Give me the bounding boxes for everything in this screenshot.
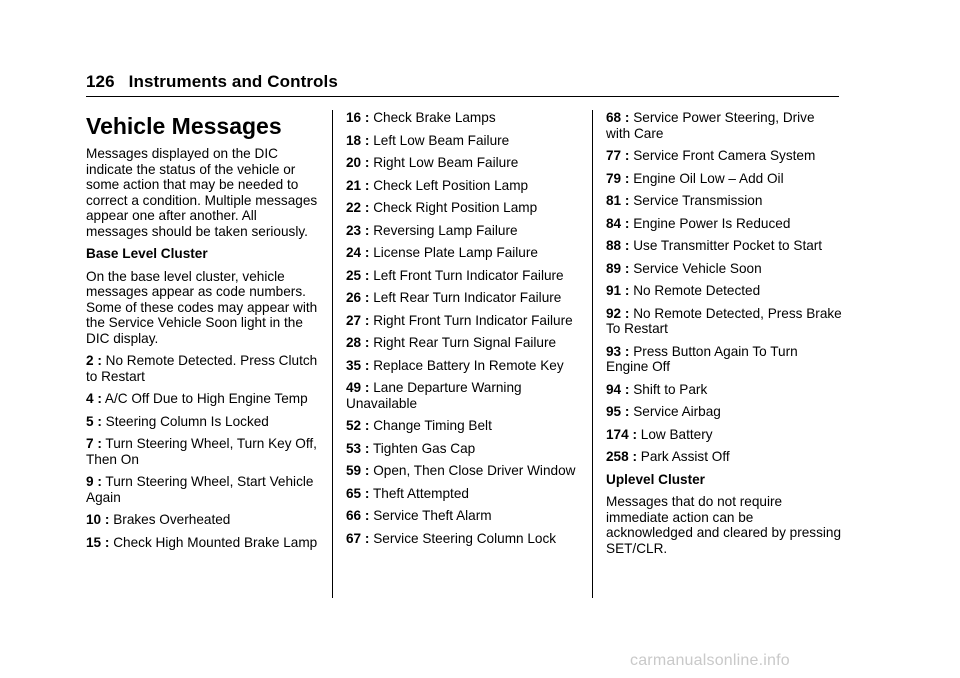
message-item [86,512,322,528]
message-code: 23 : [346,222,370,238]
message-item [346,178,582,194]
message-code: 65 : [346,485,370,501]
message-code: 95 : [606,404,630,419]
message-text: Turn Steering Wheel, Turn Key Off, Then On [86,436,317,467]
message-item [606,261,842,277]
message-item [346,380,582,411]
intro-paragraph: Messages displayed on the DIC indicate the status of the vehicle or some action that may be needed to correct a condition. Multiple messages appear one after another. All messages should be taken seriously. [86,146,318,239]
message-code: 81 : [606,193,630,208]
message-item [86,353,322,384]
message-code: 49 : [346,380,370,395]
message-text: A/C Off Due to High Engine Temp [104,391,308,406]
message-text: Turn Steering Wheel, Start Vehicle Again [86,474,314,505]
message-text: No Remote Detected, Press Brake To Restart [606,305,842,336]
message-code: 93 : [606,343,630,359]
message-text: Check Brake Lamps [373,110,496,125]
message-code: 21 : [346,177,370,193]
message-text: Tighten Gas Cap [372,440,476,456]
message-item [346,223,582,239]
message-item [606,148,842,164]
column-1 [86,110,322,557]
message-text: Left Low Beam Failure [373,132,510,148]
message-code: 53 : [346,440,370,456]
message-text: Change Timing Belt [373,418,492,433]
message-item [346,313,582,329]
message-item [86,414,322,430]
message-item [346,418,582,434]
message-text: Left Front Turn Indicator Failure [373,267,564,283]
message-text: Lane Departure Warning Unavailable [346,380,522,411]
message-text: Low Battery [640,426,713,442]
message-text: Right Low Beam Failure [373,155,519,170]
page-header [86,72,338,92]
message-text: Left Rear Turn Indicator Failure [373,290,562,305]
message-item [346,508,582,524]
base-level-paragraph: On the base level cluster, vehicle messages appear as code numbers. Some of these codes may appear with the Service Vehicle Soon light in the DIC display. [86,268,318,346]
message-text: Press Button Again To Turn Engine Off [606,343,798,374]
uplevel-heading: Uplevel Cluster [606,471,705,487]
column-divider [332,110,333,598]
message-text: Open, Then Close Driver Window [373,463,576,478]
message-item [346,486,582,502]
message-code: 4 : [86,391,102,406]
message-text: Service Transmission [633,193,763,208]
message-item [606,427,842,443]
base-level-heading: Base Level Cluster [86,246,208,261]
message-text: Service Vehicle Soon [633,260,762,276]
message-text: Service Power Steering, Drive with Care [606,110,815,141]
message-item [346,155,582,171]
message-item [606,283,842,299]
message-item [346,335,582,351]
message-code: 24 : [346,245,370,260]
column-2 [346,110,582,553]
message-code: 35 : [346,357,370,373]
message-item [346,358,582,374]
message-text: Theft Attempted [372,485,469,501]
message-code: 25 : [346,267,370,283]
message-code: 15 : [86,534,110,550]
message-item [346,200,582,216]
message-item [606,449,842,465]
article-title: Vehicle Messages [86,113,282,139]
message-item [606,306,842,337]
message-text: No Remote Detected. Press Clutch to Restart [86,353,318,384]
message-text: Service Theft Alarm [373,508,492,523]
message-item [346,290,582,306]
message-code: 59 : [346,463,370,478]
message-code: 258 : [606,449,637,464]
message-code: 2 : [86,353,102,368]
message-text: Brakes Overheated [113,512,231,527]
message-code: 88 : [606,238,630,253]
message-item [346,245,582,261]
message-text: Right Front Turn Indicator Failure [373,312,573,328]
message-text: Check Right Position Lamp [373,200,538,215]
message-code: 18 : [346,132,370,148]
message-text: Service Airbag [633,404,721,419]
message-list-3 [606,110,842,465]
message-code: 28 : [346,335,370,350]
message-text: Use Transmitter Pocket to Start [633,238,823,253]
message-item [346,441,582,457]
watermark: carmanualsonline.info [630,652,790,669]
message-text: Check High Mounted Brake Lamp [113,534,318,550]
message-item [606,216,842,232]
message-item [86,391,322,407]
message-code: 27 : [346,312,370,328]
message-code: 9 : [86,474,102,489]
message-text: Park Assist Off [640,449,730,464]
message-code: 77 : [606,148,630,163]
message-item [346,463,582,479]
message-item [606,344,842,375]
message-text: Reversing Lamp Failure [373,222,518,238]
message-code: 67 : [346,530,370,546]
uplevel-paragraph: Messages that do not require immediate action can be acknowledged and cleared by pressing SET/CLR. [606,494,842,556]
page-number: 126 [86,72,115,91]
message-text: Engine Oil Low – Add Oil [633,170,784,186]
message-code: 26 : [346,290,370,305]
header-rule [86,96,839,97]
column-divider [592,110,593,598]
message-code: 22 : [346,200,370,215]
message-text: Service Front Camera System [633,148,816,163]
message-code: 5 : [86,413,102,429]
message-code: 52 : [346,418,370,433]
message-code: 10 : [86,512,110,527]
message-code: 7 : [86,436,102,451]
message-text: Shift to Park [633,381,708,397]
message-list-1 [86,353,322,550]
message-item [86,535,322,551]
message-item [606,404,842,420]
message-item [346,268,582,284]
section-title: Instruments and Controls [128,72,338,91]
message-item [606,238,842,254]
message-text: No Remote Detected [633,283,761,298]
message-code: 91 : [606,283,630,298]
message-text: License Plate Lamp Failure [373,245,538,260]
message-code: 20 : [346,155,370,170]
message-item [86,436,322,467]
message-item [346,110,582,126]
message-text: Steering Column Is Locked [105,413,269,429]
message-item [346,531,582,547]
message-item [86,474,322,505]
message-item [606,171,842,187]
message-code: 84 : [606,215,630,231]
message-code: 66 : [346,508,370,523]
message-list-2 [346,110,582,546]
message-code: 174 : [606,426,637,442]
message-code: 89 : [606,260,630,276]
message-item [346,133,582,149]
message-code: 79 : [606,170,630,186]
message-code: 94 : [606,381,630,397]
message-text: Right Rear Turn Signal Failure [373,335,557,350]
message-text: Check Left Position Lamp [373,177,529,193]
message-item [606,193,842,209]
message-code: 16 : [346,110,370,125]
column-3 [606,110,842,563]
message-item [606,382,842,398]
message-text: Replace Battery In Remote Key [373,357,564,373]
message-item [606,110,842,141]
message-code: 68 : [606,110,630,125]
message-code: 92 : [606,305,630,321]
message-text: Engine Power Is Reduced [633,215,791,231]
message-text: Service Steering Column Lock [373,530,557,546]
